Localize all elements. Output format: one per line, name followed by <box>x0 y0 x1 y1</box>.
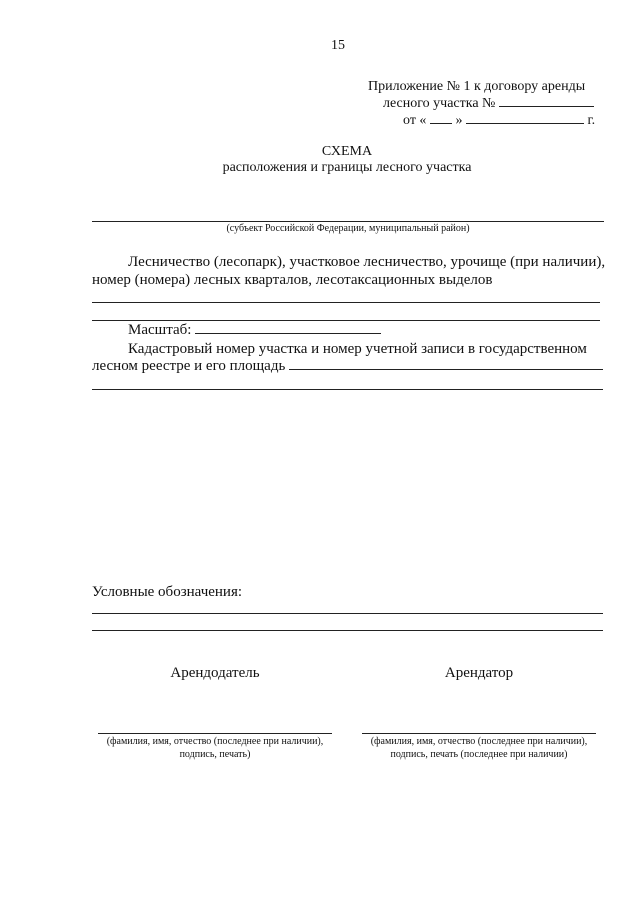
lessor-title: Арендодатель <box>170 665 260 681</box>
date-month-year-blank <box>466 123 584 124</box>
date-prefix: от « <box>403 113 427 128</box>
forestry-blank-line2 <box>92 320 600 321</box>
legend-blank-line1 <box>92 613 603 614</box>
document-title: СХЕМА <box>321 144 373 159</box>
subject-caption: (субъект Российской Федерации, муниципальный район) <box>226 223 470 234</box>
cadastral-line2-label: лесном реестре и его площадь <box>92 358 286 374</box>
lessee-title: Арендатор <box>444 665 514 681</box>
legend-label: Условные обозначения: <box>92 584 243 600</box>
scale-row <box>128 322 381 339</box>
subject-line <box>92 221 604 222</box>
document-subtitle: расположения и границы лесного участка <box>222 160 472 175</box>
appendix-header-line3 <box>403 113 595 129</box>
cadastral-area-blank <box>289 369 603 370</box>
scale-blank <box>195 333 381 334</box>
lessee-caption-line2: подпись, печать (последнее при наличии) <box>390 749 568 760</box>
cadastral-blank-line <box>92 389 603 390</box>
cadastral-line2 <box>92 358 603 375</box>
lessee-signature-line <box>362 733 596 734</box>
appendix-header-line2 <box>383 96 594 112</box>
scale-label: Масштаб: <box>128 322 192 338</box>
legend-blank-line2 <box>92 630 603 631</box>
lessee-caption-line1: (фамилия, имя, отчество (последнее при наличии), <box>370 736 588 747</box>
contract-number-label: лесного участка № <box>383 96 496 111</box>
forestry-blank-line1 <box>92 302 600 303</box>
lessor-caption-line2: подпись, печать) <box>179 749 251 760</box>
contract-number-blank <box>499 106 594 107</box>
date-day-blank <box>430 123 452 124</box>
forestry-line1: Лесничество (лесопарк), участковое лесничество, урочище (при наличии), <box>128 254 606 270</box>
lessor-signature-line <box>98 733 332 734</box>
forestry-line2: номер (номера) лесных кварталов, лесотаксационных выделов <box>92 272 493 288</box>
page-number: 15 <box>331 38 345 53</box>
date-mid: » <box>455 113 463 128</box>
date-suffix: г. <box>587 113 596 128</box>
cadastral-line1: Кадастровый номер участка и номер учетной записи в государственном <box>128 341 587 357</box>
appendix-header-line1: Приложение № 1 к договору аренды <box>368 79 586 94</box>
lessor-caption-line1: (фамилия, имя, отчество (последнее при наличии), <box>106 736 324 747</box>
